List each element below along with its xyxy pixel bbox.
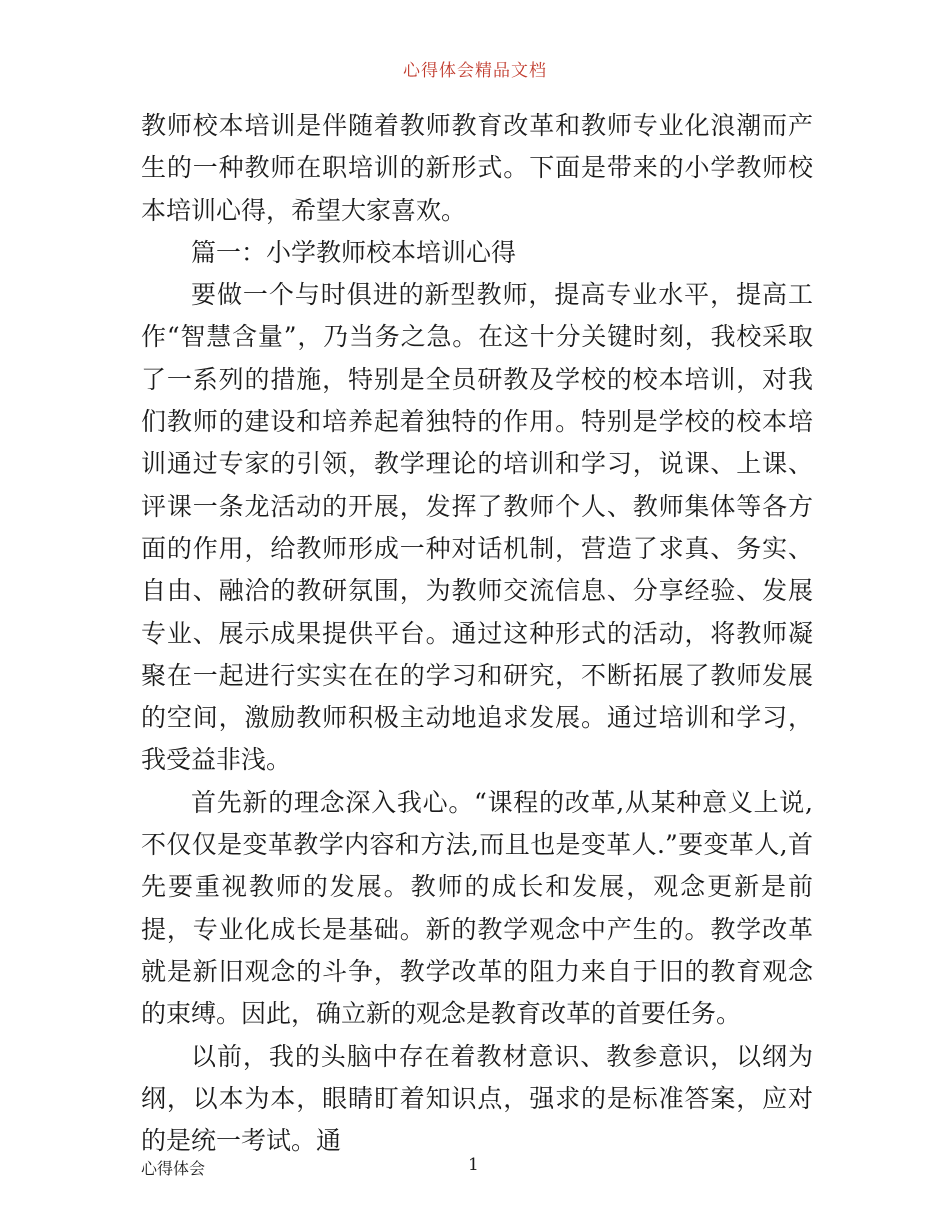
document-body [141,105,813,1162]
paragraph-intro: 教师校本培训是伴随着教师教育改革和教师专业化浪潮而产生的一种教师在职培训的新形式。下面是带来的小学教师校本培训心得，希望大家喜欢。 [141,111,813,225]
page-number: 1 [468,1155,479,1175]
paragraph-body: 要做一个与时俱进的新型教师，提高专业水平，提高工作“智慧含量”，乃当务之急。在这十分关键时刻，我校采取了一系列的措施，特别是全员研教及学校的校本培训，对我们教师的建设和培养起着独特的作用。特别是学校的校本培训通过专家的引领，教学理论的培训和学习，说课、上课、评课一条龙活动的开展，发挥了教师个人、教师集体等各方面的作用，给教师形成一种对话机制，营造了求真、务实、自由、融洽的教研氛围，为教师交流信息、分享经验、发展专业、展示成果提供平台。通过这种形式的活动，将教师凝聚在一起进行实实在在的学习和研究，不断拓展了教师发展的空间，激励教师积极主动地追求发展。通过培训和学习，我受益非浅。 [141,280,813,775]
paragraph-body: 以前，我的头脑中存在着教材意识、教参意识，以纲为纲，以本为本，眼睛盯着知识点，强求的是标准答案，应对的是统一考试。通 [141,1041,813,1156]
section-heading: 篇一：小学教师校本培训心得 [191,237,517,267]
document-header-title: 心得体会精品文档 [403,61,547,81]
footer-label: 心得体会 [141,1159,206,1178]
paragraph-body: 首先新的理念深入我心。“课程的改革,从某种意义上说,不仅仅是变革教学内容和方法,而且也是变革人.”要变革人,首先要重视教师的发展。教师的成长和发展，观念更新是前提，专业化成长是基础。新的教学观念中产生的。教学改革就是新旧观念的斗争，教学改革的阻力来自于旧的教育观念的束缚。因此，确立新的观念是教育改革的首要任务。 [141,787,813,1029]
